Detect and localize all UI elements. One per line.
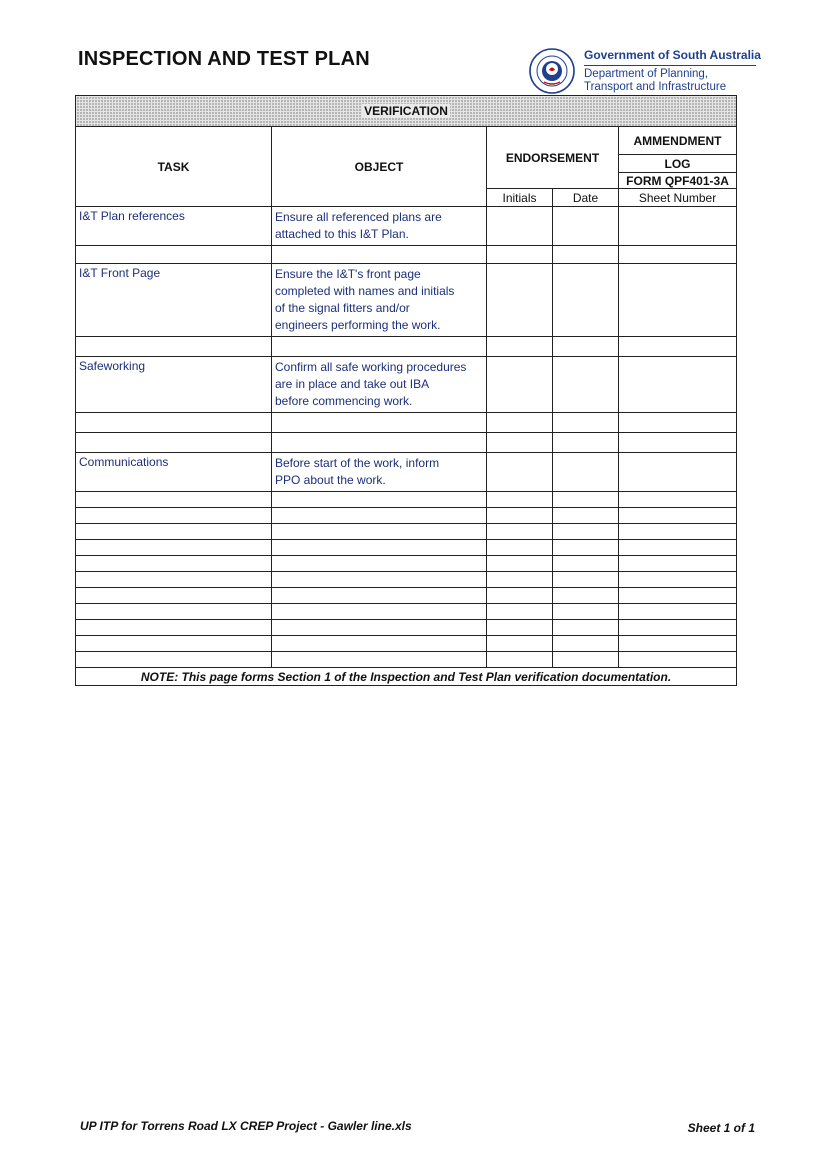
table-row bbox=[76, 652, 737, 668]
table-row bbox=[76, 207, 737, 246]
table-row bbox=[76, 604, 737, 620]
subheader-date: Date bbox=[553, 189, 619, 207]
table-note: NOTE: This page forms Section 1 of the Inspection and Test Plan verification documentation. bbox=[76, 668, 737, 686]
initials-cell[interactable] bbox=[487, 207, 553, 246]
table-row bbox=[76, 588, 737, 604]
task-cell: Communications bbox=[76, 453, 272, 492]
table-row bbox=[76, 572, 737, 588]
object-cell: Ensure all referenced plans are attached to this I&T Plan. bbox=[272, 207, 487, 246]
form-number: FORM QPF401-3A bbox=[619, 173, 737, 189]
sheet-number-cell[interactable] bbox=[619, 264, 737, 337]
footer-sheet-count: Sheet 1 of 1 bbox=[687, 1121, 755, 1135]
table-row bbox=[76, 524, 737, 540]
verification-table bbox=[75, 95, 737, 686]
table-row bbox=[76, 636, 737, 652]
column-header-task: TASK bbox=[76, 127, 272, 207]
government-branding bbox=[584, 49, 761, 94]
date-cell[interactable] bbox=[553, 453, 619, 492]
initials-cell[interactable] bbox=[487, 453, 553, 492]
department-line-1: Department of Planning, bbox=[584, 68, 709, 80]
table-row bbox=[76, 453, 737, 492]
initials-cell[interactable] bbox=[487, 357, 553, 413]
table-row bbox=[76, 508, 737, 524]
task-cell: I&T Plan references bbox=[76, 207, 272, 246]
branding-divider bbox=[584, 65, 756, 66]
column-header-endorsement: ENDORSEMENT bbox=[487, 127, 619, 189]
object-cell: Confirm all safe working procedures are in place and take out IBA before commencing work. bbox=[272, 357, 487, 413]
object-cell: Before start of the work, inform PPO about the work. bbox=[272, 453, 487, 492]
table-row bbox=[76, 413, 737, 433]
table-row bbox=[76, 264, 737, 337]
table-row bbox=[76, 540, 737, 556]
table-row bbox=[76, 433, 737, 453]
south-australia-crest-logo bbox=[528, 47, 576, 95]
date-cell[interactable] bbox=[553, 207, 619, 246]
column-header-log: LOG bbox=[619, 155, 737, 173]
table-row bbox=[76, 337, 737, 357]
table-row bbox=[76, 246, 737, 264]
document-title: INSPECTION AND TEST PLAN bbox=[78, 48, 370, 70]
sheet-number-cell[interactable] bbox=[619, 207, 737, 246]
date-cell[interactable] bbox=[553, 264, 619, 337]
column-header-ammendment: AMMENDMENT bbox=[619, 127, 737, 155]
task-cell: Safeworking bbox=[76, 357, 272, 413]
table-row bbox=[76, 620, 737, 636]
department-line-2: Transport and Infrastructure bbox=[584, 81, 727, 93]
government-name: Government of South Australia bbox=[584, 48, 761, 62]
sheet-number-cell[interactable] bbox=[619, 357, 737, 413]
table-row bbox=[76, 556, 737, 572]
initials-cell[interactable] bbox=[487, 264, 553, 337]
subheader-initials: Initials bbox=[487, 189, 553, 207]
task-cell: I&T Front Page bbox=[76, 264, 272, 337]
table-row bbox=[76, 492, 737, 508]
table-row bbox=[76, 357, 737, 413]
verification-banner: VERIFICATION bbox=[76, 96, 737, 127]
footer-filename: UP ITP for Torrens Road LX CREP Project - Gawler line.xls bbox=[80, 1119, 412, 1133]
object-cell: Ensure the I&T's front page completed with names and initials of the signal fitters and/or engineers performing the work. bbox=[272, 264, 487, 337]
date-cell[interactable] bbox=[553, 357, 619, 413]
sheet-number-cell[interactable] bbox=[619, 453, 737, 492]
column-header-object: OBJECT bbox=[272, 127, 487, 207]
subheader-sheet-number: Sheet Number bbox=[619, 189, 737, 207]
